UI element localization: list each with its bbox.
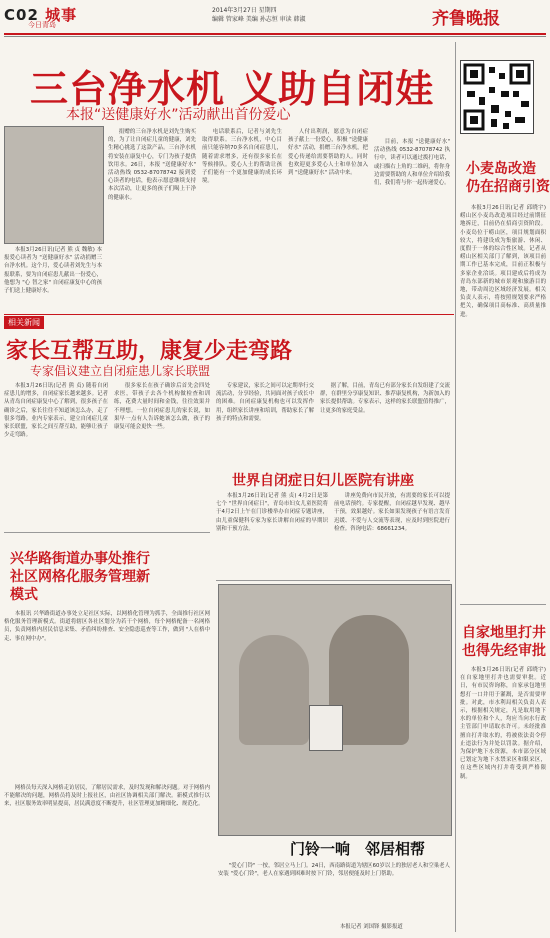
side1-body: 本报3月26日讯(记者 邱晓宇) 崂山区小麦岛改造项目经过前期征地拆迁，目前仍在招商引资阶段。小麦岛位于崂山区，项目规划面积较大，将建设成为集旅游、休闲、度假于一体的综合性区域。记者从崂山区相关部门了解到，该项目前期工作已基本完成，目前正积极与多家企业洽谈。项目建成后将成为青岛东部新的城市景观和旅游目的地，带动周边区域经济发展。相关负责人表示，将按照规划要求严格把关，确保项目高标准、高质量推进。 — [460, 205, 546, 318]
story3-col2: 讲座免费向市民开放，有需要的家长可以提前电话预约。专家提醒，自闭症越早发现、越早干预，效果越好。家长如果发现孩子有语言发育迟缓、不爱与人交流等表现，应及时到医院进行检查。咨询电话：68661234。 — [334, 493, 450, 532]
lead-qr-caption: 目前，本报 "送健康好水" 活动热线 0532-87078742 执行中，读者可以通过拨打电话，或扫描右上角的二维码，将你身边需要帮助的人和单位介绍给我们，我们将与你一起传递爱心。 — [374, 139, 450, 187]
page-header — [0, 0, 550, 34]
related-news-tag: 相关新闻 — [4, 316, 44, 329]
photo-section-title: 门铃一响 邻居相帮 — [290, 840, 426, 858]
side-divider — [460, 604, 546, 605]
side2-headline: 自家地里打井 也得先经审批 — [462, 625, 546, 659]
lead-col3: 电话联系后，记者与刘先生取得联系。三台净水机，中心目前只能容纳70多名自闭症患儿，随着需求增多，还有很多家长在等候排队。爱心人士的帮助让孩子们能有一个更加健康的成长环境。 — [202, 129, 282, 185]
lead-headline: 三台净水机 义助自闭娃 — [30, 67, 435, 111]
qr-code-icon — [461, 61, 533, 133]
story4-rule — [4, 532, 210, 533]
photo-elderly-women — [218, 584, 452, 836]
story2-col3: 专家建议，家长之间可以定期举行交流活动，分享经验，共同面对孩子成长中的困难。自闭症康复机构也可以发挥作用，组织家长讲座和培训，帮助家长了解孩子的特点和需要。 — [216, 383, 314, 422]
related-rule — [4, 314, 454, 315]
story2-col4: 据了解，目前，青岛已有部分家长自发组建了交流群，在群里分享康复知识、推荐康复机构，为新加入的家长提供帮助。专家表示，这样的家长联盟值得推广，让更多的家庭受益。 — [320, 383, 450, 414]
header-rule-thin — [4, 36, 546, 37]
date-line: 2014年3月27日 星期四 编辑 管家峰 美编 孙志恒 审读 韩淑 — [212, 7, 306, 23]
story3-col1: 本报3月26日讯(记者 熊 贞) 4月2日是第七个 "世界自闭症日"，青岛市妇女儿童医院将于4月2日上午在门诊楼举办自闭症专题讲座，由儿童保健科专家为家长讲解自闭症的早期识别和干预方法。 — [216, 493, 328, 532]
page-section-label: C02 城事 — [4, 6, 78, 24]
side1-headline: 小麦岛改造 仍在招商引资 — [466, 161, 550, 195]
story4-col1: 本报讯 兴华路街道办事处立足社区实际，以网格化管理为抓手，全面推行社区网格化服务管理新模式。街道将辖区各社区划分为若干个网格，每个网格配备一名网格员，负责网格内居民信息采集、矛盾纠纷排查、安全隐患巡查等工作，做到 "人在格中走、事在网中办"。 — [4, 611, 210, 642]
photo-credit: 本报记者 刘国锋 摄影报道 — [340, 924, 403, 930]
story2-subhead: 专家倡议建立自闭症患儿家长联盟 — [30, 364, 211, 378]
photo-caption: "爱心门铃" 一按，邻居立马上门。24日，西南路街道为辖区60岁以上的独居老人和空巢老人安装 "爱心门铃"，老人在家遇到困难时按下门铃，邻居便能及时上门帮助。 — [218, 863, 450, 878]
story2-headline: 家长互帮互助，康复少走弯路 — [6, 339, 293, 364]
lead-col1: 本报3月26日讯(记者 熊 贞 魏敏) 本报爱心读者为 "送健康好水" 活动捐赠三台净水机。这个月，爱心读者刘先生与本报联系，要为自闭症患儿献出一份爱心，他想为 "心 智之家" 自闭症康复中心的孩子们送上健康好水。 — [4, 247, 102, 295]
story4-col2: 网格员每天深入网格走访居民，了解居民需求，及时发现和解决问题。对于网格内不能解决的问题，网格员将及时上报社区，由社区协调相关部门解决。新模式推行以来，社区服务效率明显提高，居民满意度不断提升，社区管理更加精细化、规范化。 — [4, 785, 210, 808]
lead-photo — [4, 126, 104, 244]
story3-headline: 世界自闭症日妇儿医院有讲座 — [232, 473, 414, 489]
story2-col2: 很多家长在孩子确诊后首先会四处求医，带孩子去各个机构做检查和训练，花费大量时间和金钱，往往效果并不理想。一位自闭症患儿的家长说，如果早一点有人告诉她该怎么做，孩子的康复可能会更快一些。 — [114, 383, 210, 431]
newspaper-brand: 齐鲁晚报 — [432, 9, 500, 29]
lead-col4: 人付出利润，愿意为自闭症孩子献上一份爱心，积极 "送健康好水" 活动，捐赠三台净水机，把爱心传递给需要帮助的人。同时也欢迎更多爱心人士和单位加入到 "送健康好水" 活动中来。 — [288, 129, 368, 177]
lead-subhead: 本报“送健康好水”活动献出首份爱心 — [66, 107, 291, 123]
photo-section-rule — [216, 580, 450, 581]
section-subtitle: 今日青岛 — [28, 21, 56, 29]
story2-col1: 本报3月26日讯(记者 熊 贞) 随着自闭症患儿的增多，自闭症家长越来越多。记者从青岛自闭症康复中心了解到，很多孩子在确诊之后，家长往往不知道该怎么办，走了很多弯路。业内专家表示，建立自闭症儿童家长联盟，家长之间互帮互助，能够让孩子少走弯路。 — [4, 383, 108, 439]
lead-col2: 捐赠的三台净水机是刘先生购买的，为了让自闭症儿童的健康，刘先生精心挑选了这款产品。三台净水机将安装在康复中心，专门为孩子提供饮用水。26日，本报 "送健康好水" 活动热线 0532-87078742 接到爱心读者的电话，他表示愿意继续支持本次活动，让更多的孩子们喝上干净的健康水。 — [108, 129, 196, 201]
header-rule — [4, 33, 546, 35]
side2-body: 本报3月26日讯(记者 邱晓宇) 在自家地里打井也需要审批。近日，有市民咨询称，自家承包地里想打一口井用于灌溉，是否需要审批。对此，市水利局相关负责人表示，根据相关规定，凡是取用地下水的单位和个人，均应当向水行政主管部门申请取水许可。未经批准擅自打井取水的，将被依法责令停止违法行为并处以罚款。据介绍，为保护地下水资源，本市部分区域已划定为地下水禁采区和限采区，在这些区域内打井将受到严格限制。 — [460, 667, 546, 780]
story4-headline: 兴华路街道办事处推行社区网格化服务管理新模式 — [10, 551, 150, 603]
doorbell-device — [309, 705, 343, 751]
person-left — [239, 635, 309, 745]
column-divider-right — [455, 42, 456, 932]
qr-code[interactable] — [460, 60, 534, 134]
